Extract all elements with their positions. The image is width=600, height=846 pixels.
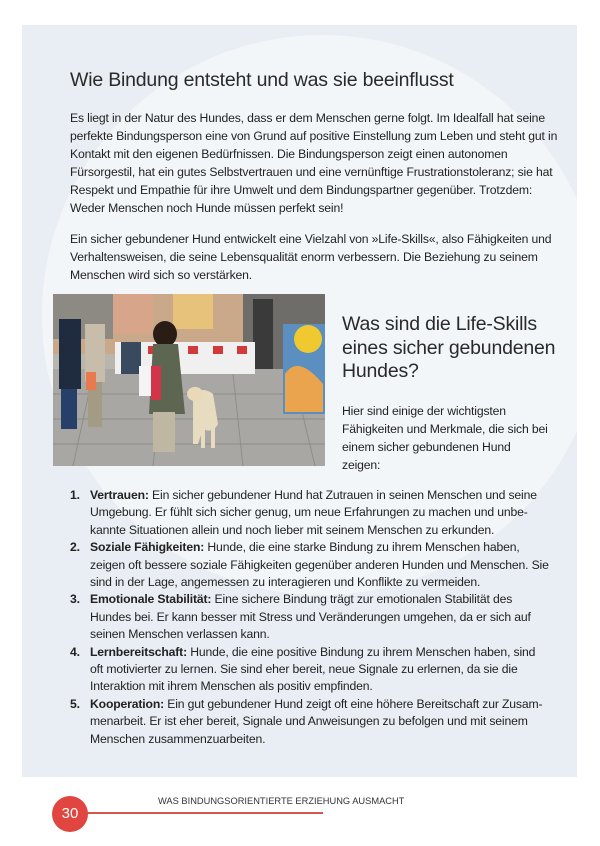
- list-item: 3. Emotionale Stabilität: Eine sichere Bindung trägt zur emotionalen Stabilität des Hundes bei. Er kann besser mit Stress und Veränderungen umgehen, da er sich auf seinen Menschen verlassen kann.: [70, 592, 531, 642]
- section-title: Wie Bindung entsteht und was sie beeinflusst: [70, 69, 454, 91]
- list-item: 2. Soziale Fähigkeiten: Hunde, die eine starke Bindung zu ihrem Menschen haben, zeigen oft bessere soziale Fähigkeiten gegenüber anderen Hunden und Menschen. Sie sind in der Lage, angemessen zu interagieren und Konflikte zu vermeiden.: [70, 540, 549, 590]
- woman-with-dog-photo: [53, 294, 325, 466]
- item-term: Soziale Fähigkeiten:: [90, 540, 205, 555]
- item-text: Ein gut gebundener Hund zeigt oft eine höhere Bereitschaft zur Zusammenarbeit. Er ist eher bereit, Signale und Anweisungen zu befolgen und mit seinem Menschen zusammenzuarbeiten.: [90, 696, 543, 746]
- item-text: Hunde, die eine positive Bindung zu ihrem Menschen haben, sind oft motivierter zu lernen. Sie sind eher bereit, neue Signale zu erlernen, da sie die Interaktion mit ihrem Menschen als positiv empfinden.: [90, 644, 536, 694]
- item-term: Lernbereitschaft:: [90, 644, 188, 659]
- page-number: 30: [52, 796, 88, 832]
- intro-paragraph: Es liegt in der Natur des Hundes, dass er dem Menschen gerne folgt. Im Idealfall hat seine perfekte Bindungsperson eine von Grund auf positive Einstellung zum Leben und steht gut in Kontakt mit den eigenen Bedürfnissen. Die Bindungsperson zeigt einen autonomen Fürsorgestil, hat ein gutes Selbstvertrauen und eine vernünftige Frustrationstoleranz; sie hat Respekt und Empathie für ihre Umwelt und dem Bindungspartner gegenüber. Trotzdem: Weder Menschen noch Hunde müssen perfekt sein!: [70, 111, 558, 215]
- list-item: 1. Vertrauen: Ein sicher gebundener Hund hat Zutrauen in seinen Menschen und seine Umgebung. Er fühlt sich sicher genug, um neue Erfahrungen zu machen und unbekannte Situationen allein und noch lieber mit seinem Menschen zu erkunden.: [70, 488, 537, 537]
- item-term: Emotionale Stabilität:: [90, 592, 212, 607]
- item-term: Kooperation:: [90, 696, 165, 711]
- content-panel: [22, 25, 577, 777]
- item-text: Eine sichere Bindung trägt zur emotionalen Stabilität des Hundes bei. Er kann besser mit Stress und Veränderungen umgehen, da er sich auf seinen Menschen verlassen kann.: [90, 592, 531, 642]
- life-skills-intro: Hier sind einige der wichtigsten Fähigkeiten und Merkmale, die sich bei einem sicher gebundenen Hund zeigen:: [342, 404, 548, 472]
- life-skills-list: [70, 487, 550, 748]
- life-skills-paragraph: Ein sicher gebundener Hund entwickelt eine Vielzahl von »Life-Skills«, also Fähigkeiten und Verhaltensweisen, die seine Lebensqualität enorm verbessern. Die Beziehung zu seinem Menschen wird sich so verstärken.: [70, 232, 552, 282]
- footer-rule: [82, 812, 323, 814]
- item-text: Hunde, die eine starke Bindung zu ihrem Menschen haben, zeigen oft bessere soziale Fähigkeiten gegenüber anderen Hunden und Menschen. Sie sind in der Lage, angemessen zu interagieren und Konflikte zu vermeiden.: [90, 540, 549, 590]
- running-head: WAS BINDUNGSORIENTIERTE ERZIEHUNG AUSMACHT: [158, 796, 405, 806]
- item-term: Vertrauen:: [90, 488, 149, 502]
- item-text: Ein sicher gebundener Hund hat Zutrauen in seinen Menschen und seine Umgebung. Er fühlt sich sicher genug, um neue Erfahrungen zu machen und unbekannte Situationen allein und noch lieber mit seinem Menschen zu erkunden.: [90, 488, 537, 537]
- list-item: 5. Kooperation: Ein gut gebundener Hund zeigt oft eine höhere Bereitschaft zur Zusammenarbeit. Er ist eher bereit, Signale und Anweisungen zu befolgen und mit seinem Menschen zusammenzuarbeiten.: [70, 696, 543, 746]
- list-item: 4. Lernbereitschaft: Hunde, die eine positive Bindung zu ihrem Menschen haben, sind oft motivierter zu lernen. Sie sind eher bereit, neue Signale zu erlernen, da sie die Interaktion mit ihrem Menschen als positiv empfinden.: [70, 644, 536, 694]
- life-skills-heading: Was sind die Life-Skills eines sicher gebundenen Hundes?: [342, 313, 556, 382]
